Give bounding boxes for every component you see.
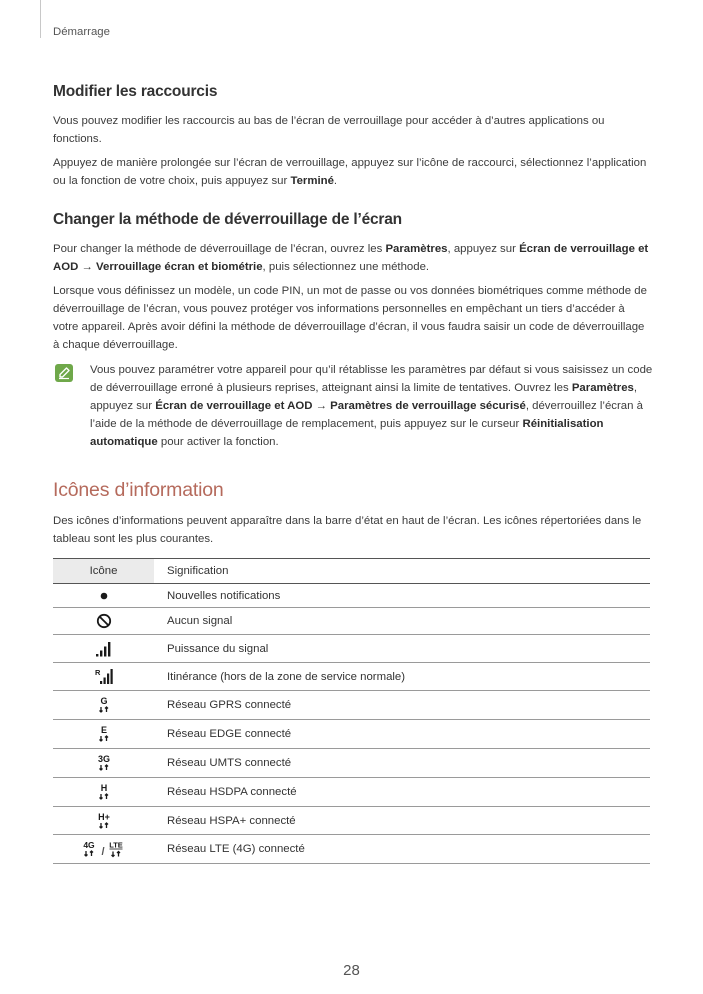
info-icons-heading: Icônes d’information <box>53 479 224 501</box>
table-row <box>53 584 650 608</box>
svg-text:H+: H+ <box>97 811 110 822</box>
table-row <box>53 807 650 835</box>
svg-text:G: G <box>99 696 108 706</box>
column-header-icon: Icône <box>53 559 154 583</box>
table-row <box>53 691 650 720</box>
row-meaning: Réseau HSDPA connecté <box>167 786 297 798</box>
shortcuts-heading: Modifier les raccourcis <box>53 83 218 100</box>
row-meaning: Réseau HSPA+ connecté <box>167 814 296 827</box>
table-row <box>53 635 650 663</box>
note-icon <box>54 363 74 383</box>
shortcuts-paragraph-2: Appuyez de manière prolongée sur l’écran de verrouillage, appuyez sur l’icône de raccourci, sélectionnez l’application ou la fonction de votre choix, puis appuyez sur Terminé. <box>53 157 647 187</box>
info-icons-table <box>53 558 650 864</box>
unlock-paragraph-2: Lorsque vous définissez un modèle, un code PIN, un mot de passe ou vos données biométriques comme méthode de déverrouillage de l’écran, vous pouvez protéger vos informations personnelles en empêchant un tiers d’accéder à votre appareil. Après avoir défini la méthode de déverrouillage d’écran, il vous faudra saisir un code de déverrouillage à chaque déverrouillage. <box>53 285 647 351</box>
hspa-plus-icon <box>94 811 114 831</box>
row-meaning: Réseau EDGE connecté <box>167 728 292 740</box>
page-number: 28 <box>343 962 360 979</box>
info-icons-intro: Des icônes d’informations peuvent apparaître dans la barre d’état en haut de l’écran. Les icônes répertoriées dans le tableau sont les plus courantes. <box>53 515 642 545</box>
svg-text:4G: 4G <box>82 840 95 850</box>
table-row <box>53 835 650 864</box>
svg-text:H: H <box>100 783 107 793</box>
edge-icon <box>94 724 114 744</box>
signal-strength-icon <box>95 641 113 657</box>
umts-icon <box>94 753 114 773</box>
unlock-method-heading: Changer la méthode de déverrouillage de l’écran <box>53 211 402 228</box>
lte-icon <box>81 839 127 859</box>
row-meaning: Nouvelles notifications <box>167 589 281 602</box>
svg-text:LTE: LTE <box>108 840 123 850</box>
row-meaning: Itinérance (hors de la zone de service normale) <box>167 670 406 683</box>
table-row <box>53 778 650 807</box>
no-signal-icon <box>96 613 112 629</box>
svg-text:3G: 3G <box>97 754 110 764</box>
table-row <box>53 749 650 778</box>
roaming-icon <box>95 668 113 685</box>
new-notification-dot-icon <box>99 591 109 601</box>
svg-text:/: / <box>100 846 105 858</box>
table-row <box>53 720 650 749</box>
margin-rule <box>40 0 41 38</box>
row-meaning: Aucun signal <box>167 615 233 627</box>
table-row <box>53 663 650 691</box>
unlock-paragraph-1: Pour changer la méthode de déverrouillage de l’écran, ouvrez les Paramètres, appuyez sur Écran de verrouillage et AOD → Verrouillage écran et biométrie, puis sélectionnez une méthode. <box>53 243 649 273</box>
row-meaning: Réseau LTE (4G) connecté <box>167 843 305 855</box>
svg-text:E: E <box>100 725 107 735</box>
note-text: Vous pouvez paramétrer votre appareil pour qu’il rétablisse les paramètres par défaut si vous saisissez un code de déverrouillage erroné à plusieurs reprises, atteignant ainsi la limite de tentatives. Ouvrez les Paramètres, appuyez sur Écran de verrouillage et AOD → Paramètres de verrouillage sécurisé, déverrouillez l’écran à l’aide de la méthode de déverrouillage de remplacement, puis appuyez sur le curseur Réinitialisation automatique pour activer la fonction. <box>90 364 653 448</box>
row-meaning: Puissance du signal <box>167 642 269 655</box>
svg-text:R: R <box>94 668 100 677</box>
row-meaning: Réseau UMTS connecté <box>167 757 292 769</box>
table-row <box>53 608 650 635</box>
table-header <box>53 558 650 584</box>
running-header: Démarrage <box>53 26 110 38</box>
column-header-meaning: Signification <box>167 565 229 577</box>
shortcuts-paragraph-1: Vous pouvez modifier les raccourcis au bas de l’écran de verrouillage pour accéder à d’autres applications ou fonctions. <box>53 115 605 145</box>
gprs-icon <box>94 695 114 715</box>
hsdpa-icon <box>94 782 114 802</box>
row-meaning: Réseau GPRS connecté <box>167 699 292 711</box>
